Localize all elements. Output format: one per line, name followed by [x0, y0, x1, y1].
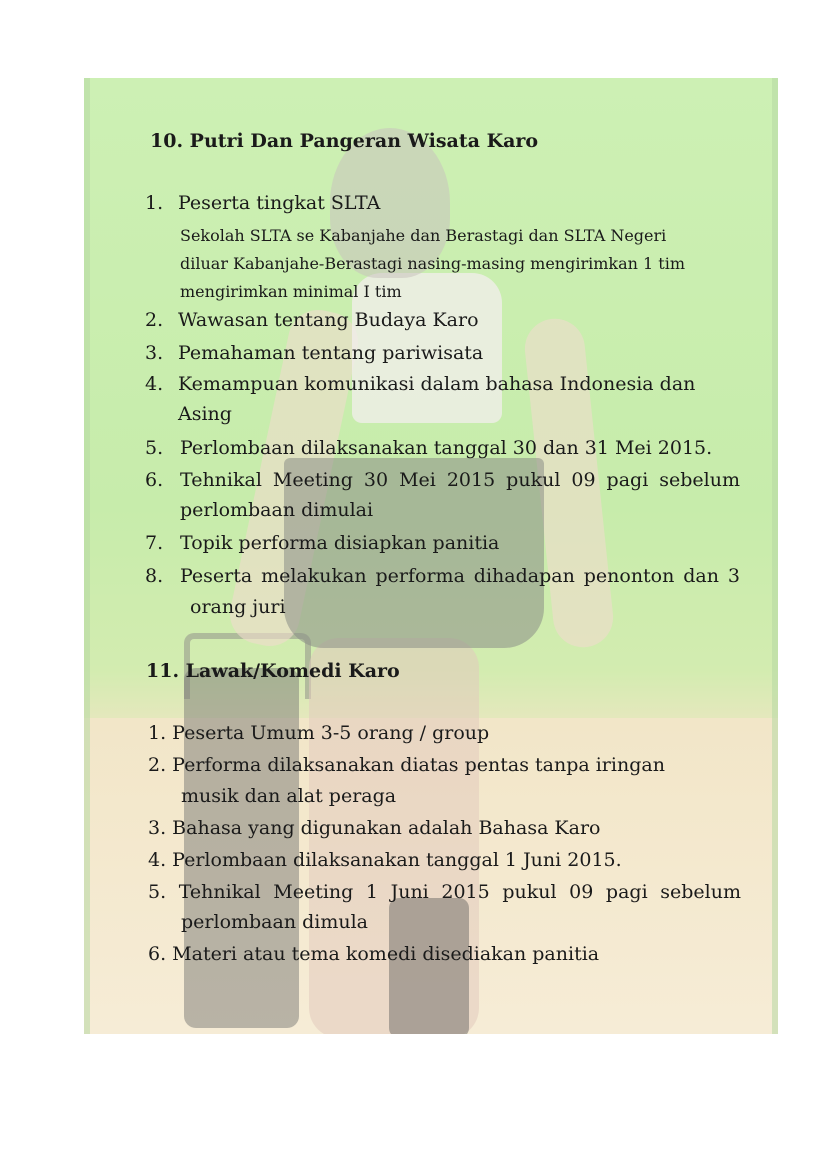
s10-item1-text: Peserta tingkat SLTA	[178, 192, 381, 214]
s10-item7-num: 7.	[145, 532, 164, 554]
s10-item6-text: Tehnikal Meeting 30 Mei 2015 pukul 09 pagi sebelum	[180, 469, 740, 491]
s10-item4-num: 4.	[145, 373, 164, 395]
s11-item2-cont: musik dan alat peraga	[181, 785, 397, 807]
s10-item8-num: 8.	[145, 565, 164, 587]
s10-item8-cont: orang juri	[190, 596, 286, 618]
s10-item2-num: 2.	[145, 309, 164, 331]
s11-item6: 6. Materi atau tema komedi disediakan panitia	[148, 943, 600, 965]
s11-item4: 4. Perlombaan dilaksanakan tanggal 1 Juni 2015.	[148, 849, 622, 871]
s10-item7-text: Topik performa disiapkan panitia	[180, 532, 500, 554]
s11-item5: 5. Tehnikal Meeting 1 Juni 2015 pukul 09 pagi sebelum	[148, 881, 741, 903]
section-10-title: 10. Putri Dan Pangeran Wisata Karo	[150, 130, 539, 152]
s10-item3-num: 3.	[145, 342, 164, 364]
s10-item4-text: Kemampuan komunikasi dalam bahasa Indonesia dan	[178, 373, 696, 395]
s10-item1-sub-line3: mengirimkan minimal I tim	[180, 282, 402, 301]
s10-item4-cont: Asing	[178, 403, 232, 425]
s10-item6-cont: perlombaan dimulai	[180, 499, 374, 521]
s10-item5-text: Perlombaan dilaksanakan tanggal 30 dan 31 Mei 2015.	[180, 437, 713, 459]
s10-item6-num: 6.	[145, 469, 164, 491]
s11-item5-line	[148, 881, 741, 903]
s11-item2: 2. Performa dilaksanakan diatas pentas tanpa iringan	[148, 754, 665, 776]
s10-item3-text: Pemahaman tentang pariwisata	[178, 342, 484, 364]
s10-item8-line	[180, 565, 740, 587]
s10-item6-line	[180, 469, 740, 491]
s10-item8-text: Peserta melakukan performa dihadapan penonton dan 3	[180, 565, 740, 587]
s11-item3: 3. Bahasa yang digunakan adalah Bahasa Karo	[148, 817, 601, 839]
s10-item5-num: 5.	[145, 437, 164, 459]
s10-item1-num: 1.	[145, 192, 164, 214]
s10-item1-sub-line2: diluar Kabanjahe-Berastagi nasing-masing mengirimkan 1 tim	[180, 254, 685, 273]
s11-item1: 1. Peserta Umum 3-5 orang / group	[148, 722, 490, 744]
section-11-title: 11. Lawak/Komedi Karo	[146, 660, 400, 682]
s10-item1-sub-line1: Sekolah SLTA se Kabanjahe dan Berastagi dan SLTA Negeri	[180, 226, 667, 245]
s10-item2-text: Wawasan tentang Budaya Karo	[178, 309, 479, 331]
s11-item5-cont: perlombaan dimula	[181, 911, 369, 933]
